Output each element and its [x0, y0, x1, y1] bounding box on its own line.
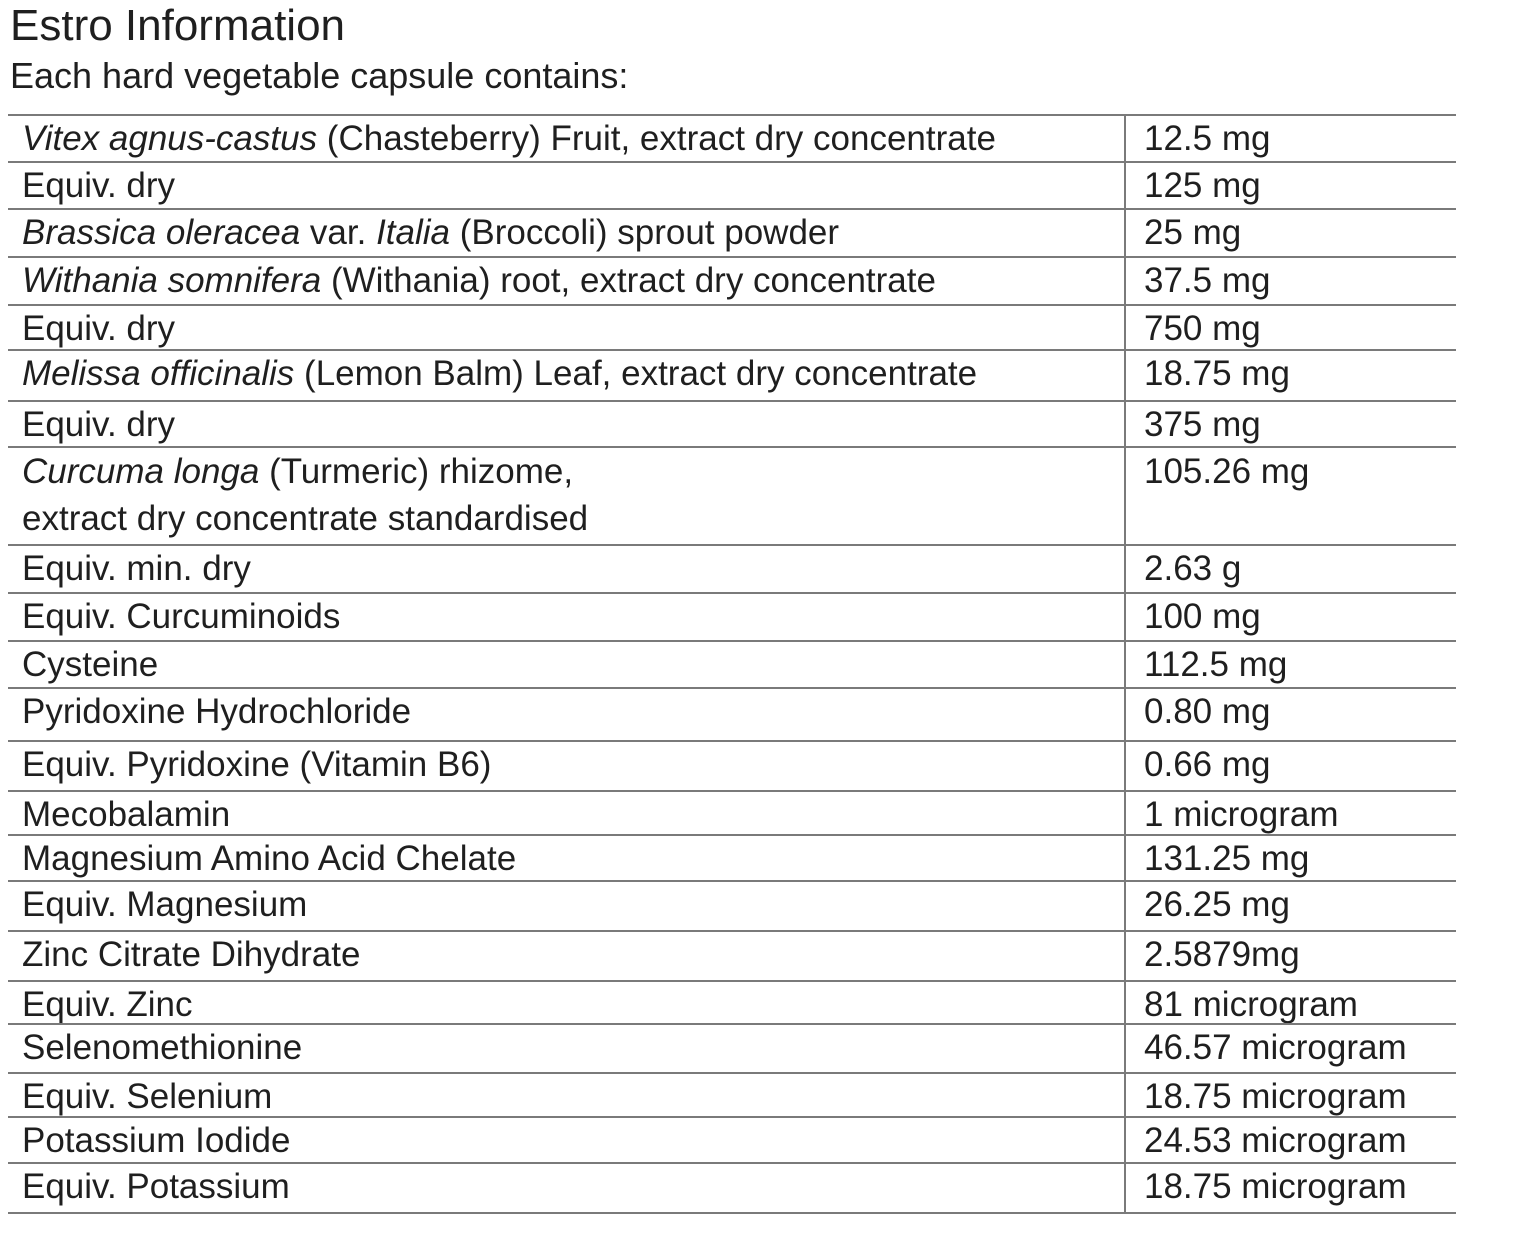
- ingredient-name-cell: [8, 792, 1126, 834]
- table-row: [8, 689, 1456, 742]
- ingredient-name-cell: [8, 1074, 1126, 1116]
- ingredient-amount: 750 mg: [1144, 309, 1261, 348]
- ingredient-amount: 112.5 mg: [1144, 645, 1288, 684]
- ingredient-name: Equiv. min. dry: [22, 549, 251, 588]
- ingredient-name: Cysteine: [22, 645, 159, 684]
- ingredient-name: Equiv. dry: [22, 309, 176, 348]
- ingredient-amount-cell: [1126, 594, 1456, 640]
- ingredient-amount-cell: [1126, 351, 1456, 400]
- ingredient-amount-cell: [1126, 1074, 1456, 1116]
- ingredient-name-cell: [8, 306, 1126, 349]
- table-row: [8, 1074, 1456, 1118]
- table-row: [8, 1118, 1456, 1164]
- ingredient-name: Equiv. Zinc: [22, 985, 193, 1023]
- ingredient-amount-cell: [1126, 642, 1456, 687]
- ingredient-amount-cell: [1126, 163, 1456, 208]
- table-row: [8, 642, 1456, 689]
- table-row: [8, 1025, 1456, 1074]
- ingredient-name-cell: [8, 116, 1126, 161]
- ingredient-amount-cell: [1126, 306, 1456, 349]
- ingredient-amount: 18.75 microgram: [1144, 1077, 1407, 1116]
- botanical-variety: Italia: [376, 213, 451, 252]
- ingredient-amount: 81 microgram: [1144, 985, 1358, 1023]
- ingredient-name: Equiv. Curcuminoids: [22, 597, 341, 636]
- table-row: [8, 594, 1456, 642]
- ingredient-amount: 18.75 microgram: [1144, 1167, 1407, 1206]
- ingredient-name-cell: [8, 982, 1126, 1023]
- botanical-name: Vitex agnus-castus: [22, 119, 318, 158]
- ingredient-name-cell: [8, 1025, 1126, 1072]
- ingredient-amount-cell: [1126, 742, 1456, 790]
- ingredient-amount: 37.5 mg: [1144, 261, 1271, 300]
- ingredient-amount: 26.25 mg: [1144, 885, 1290, 924]
- ingredient-amount-cell: [1126, 210, 1456, 256]
- ingredient-amount-cell: [1126, 546, 1456, 592]
- table-row: [8, 836, 1456, 882]
- ingredient-name: Equiv. dry: [22, 166, 176, 205]
- table-row: [8, 982, 1456, 1025]
- ingredient-amount: 105.26 mg: [1144, 452, 1310, 491]
- ingredient-name: Mecobalamin: [22, 795, 231, 834]
- ingredient-amount: 375 mg: [1144, 405, 1261, 444]
- table-row: [8, 1164, 1456, 1214]
- ingredient-name-cell: [8, 163, 1126, 208]
- ingredient-amount: 0.66 mg: [1144, 745, 1271, 784]
- ingredient-name-cell: [8, 351, 1126, 400]
- table-row: [8, 402, 1456, 448]
- ingredient-amount: 131.25 mg: [1144, 839, 1310, 878]
- table-row: [8, 742, 1456, 792]
- ingredient-amount-cell: [1126, 932, 1456, 980]
- table-row: [8, 351, 1456, 402]
- table-row: [8, 882, 1456, 932]
- ingredient-amount-cell: [1126, 1118, 1456, 1162]
- ingredient-amount: 12.5 mg: [1144, 119, 1271, 158]
- table-row: [8, 792, 1456, 836]
- page-title: Estro Information: [10, 1, 346, 50]
- table-row: [8, 116, 1456, 163]
- ingredient-name: (Chasteberry) Fruit, extract dry concentrate: [317, 119, 996, 158]
- ingredient-name-cell: [8, 210, 1126, 256]
- ingredient-name-cell: [8, 402, 1126, 446]
- ingredient-name-cell: [8, 932, 1126, 980]
- ingredient-name: Zinc Citrate Dihydrate: [22, 935, 361, 974]
- ingredient-amount-cell: [1126, 882, 1456, 930]
- ingredient-amount: 24.53 microgram: [1144, 1121, 1407, 1160]
- ingredient-amount-cell: [1126, 402, 1456, 446]
- ingredient-name: (Turmeric) rhizome,: [259, 452, 574, 491]
- ingredient-amount-cell: [1126, 792, 1456, 834]
- ingredient-name-part: var.: [300, 213, 377, 252]
- table-row: [8, 448, 1456, 546]
- ingredient-amount: 46.57 microgram: [1144, 1028, 1407, 1067]
- table-row: [8, 258, 1456, 306]
- ingredient-name-cell: [8, 448, 1126, 544]
- ingredient-name: Selenomethionine: [22, 1028, 303, 1067]
- ingredient-amount-cell: [1126, 1025, 1456, 1072]
- ingredient-name-cell: [8, 689, 1126, 740]
- ingredient-amount: 2.63 g: [1144, 549, 1242, 588]
- botanical-name: Brassica oleracea: [22, 213, 301, 252]
- ingredient-name: Equiv. Potassium: [22, 1167, 290, 1206]
- ingredient-amount: 18.75 mg: [1144, 354, 1290, 393]
- table-row: [8, 932, 1456, 982]
- ingredient-name-cell: [8, 836, 1126, 880]
- ingredient-name: Equiv. dry: [22, 405, 176, 444]
- ingredient-name-cell: [8, 1118, 1126, 1162]
- table-row: [8, 163, 1456, 210]
- ingredient-name: Equiv. Pyridoxine (Vitamin B6): [22, 745, 492, 784]
- ingredient-name: Potassium Iodide: [22, 1121, 291, 1160]
- botanical-name: Melissa officinalis: [22, 354, 295, 393]
- ingredient-amount: 2.5879mg: [1144, 935, 1300, 974]
- ingredient-amount-cell: [1126, 1164, 1456, 1212]
- ingredient-name: Equiv. Selenium: [22, 1077, 273, 1116]
- botanical-name: Curcuma longa: [22, 452, 260, 491]
- table-row: [8, 210, 1456, 258]
- table-row: [8, 306, 1456, 351]
- ingredient-name-cell: [8, 546, 1126, 592]
- botanical-name: Withania somnifera: [22, 261, 322, 300]
- ingredient-name-cell: [8, 1164, 1126, 1212]
- ingredient-name: Magnesium Amino Acid Chelate: [22, 839, 517, 878]
- ingredient-amount: 0.80 mg: [1144, 692, 1271, 731]
- ingredient-amount-cell: [1126, 258, 1456, 304]
- ingredient-amount-cell: [1126, 836, 1456, 880]
- ingredient-amount-cell: [1126, 448, 1456, 544]
- ingredient-amount: 1 microgram: [1144, 795, 1339, 834]
- ingredient-name-cell: [8, 258, 1126, 304]
- ingredient-name-cell: [8, 882, 1126, 930]
- ingredient-amount-cell: [1126, 689, 1456, 740]
- ingredient-name-cell: [8, 594, 1126, 640]
- ingredient-name: (Withania) root, extract dry concentrate: [321, 261, 936, 300]
- ingredient-name-cell: [8, 642, 1126, 687]
- ingredient-name: Equiv. Magnesium: [22, 885, 308, 924]
- ingredient-amount-cell: [1126, 116, 1456, 161]
- ingredient-amount: 25 mg: [1144, 213, 1242, 252]
- ingredient-name: (Broccoli) sprout powder: [450, 213, 840, 252]
- ingredient-amount: 125 mg: [1144, 166, 1261, 205]
- ingredient-amount-cell: [1126, 982, 1456, 1023]
- ingredient-name: (Lemon Balm) Leaf, extract dry concentrate: [294, 354, 978, 393]
- page-subtitle: Each hard vegetable capsule contains:: [10, 55, 629, 96]
- ingredient-name-cell: [8, 742, 1126, 790]
- ingredient-name-line2: extract dry concentrate standardised: [22, 499, 589, 538]
- ingredient-amount: 100 mg: [1144, 597, 1261, 636]
- ingredients-table: [8, 114, 1456, 1214]
- ingredient-name: Pyridoxine Hydrochloride: [22, 692, 412, 731]
- table-row: [8, 546, 1456, 594]
